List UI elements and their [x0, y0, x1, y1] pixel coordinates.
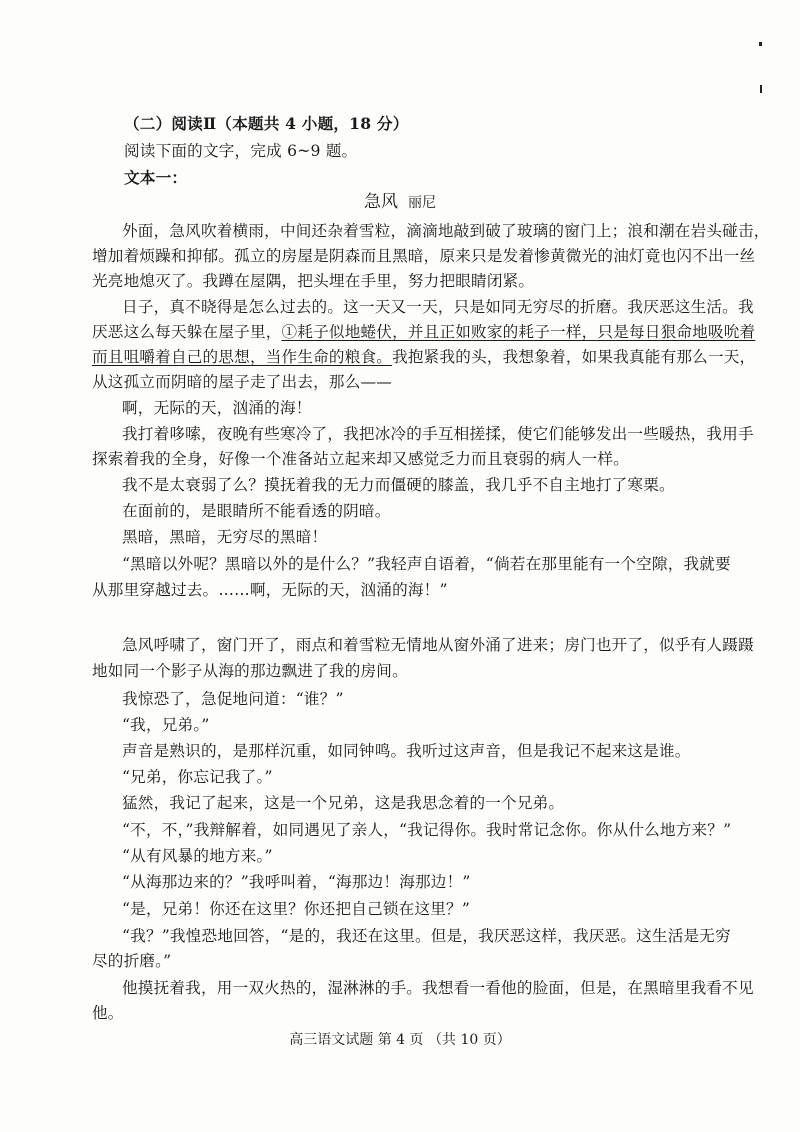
story-line: 声音是熟识的，是那样沉重，如同钟鸣。我听过这声音，但是我记不起来这是谁。 — [122, 742, 691, 760]
story-line: 我惊恐了，急促地问道：“谁？” — [122, 690, 344, 708]
story-line-with-underline — [92, 346, 756, 368]
story-line: “从海那边来的？”我呼叫着，“海那边！海那边！” — [122, 873, 471, 891]
instruction-text: 阅读下面的文字，完成 6~9 题。 — [124, 142, 358, 160]
story-line: 地如同一个影子从海的那边飘进了我的房间。 — [92, 662, 408, 680]
story-line: 增加着烦躁和抑郁。孤立的房屋是阴森而且黑暗，原来只是发着惨黄微光的油灯竟也闪不出一丝 — [92, 247, 756, 265]
story-line: 猛然，我记了起来，这是一个兄弟，这是我思念着的一个兄弟。 — [122, 794, 565, 812]
story-line: 在面前的，是眼睛所不能看透的阴暗。 — [122, 502, 391, 520]
story-line: 从这孤立而阴暗的屋子走了出去，那么—— — [92, 373, 393, 391]
story-title: 急风 — [364, 192, 398, 212]
story-line: 尽的折磨。” — [92, 952, 172, 970]
story-line: 他摸抚着我，用一双火热的，湿淋淋的手。我想看一看他的脸面，但是，在黑暗里我看不见 — [122, 979, 754, 997]
story-line: 啊，无际的天，汹涌的海！ — [122, 399, 312, 417]
story-line: 外面，急风吹着横雨，中间还杂着雪粒，滴滴地敲到破了玻璃的窗门上；浪和潮在岩头碰击， — [122, 222, 770, 240]
underlined-sentence-1-cont: 而且咀嚼着自己的思想，当作生命的粮食。 — [92, 348, 393, 366]
scan-speck — [760, 85, 762, 93]
story-line-tail: 我抱紧我的头，我想象着，如果我真能有那么一天， — [392, 348, 756, 366]
story-line: 从那里穿越过去。……啊，无际的天，汹涌的海！” — [92, 581, 448, 599]
story-line: 我打着哆嗦，夜晚有些寒冷了，我把冰冷的手互相搓揉，使它们能够发出一些暖热，我用手 — [122, 425, 754, 443]
story-line: “我，兄弟。” — [122, 716, 210, 734]
section-heading: （二）阅读Ⅱ（本题共 4 小题，18 分） — [124, 114, 409, 133]
underlined-sentence-1: ①耗子似地蜷伏，并且正如败家的耗子一样，只是每日狠命地吸吮着 — [281, 323, 756, 341]
story-line: “我？”我惶恐地回答，“是的，我还在这里。但是，我厌恶这样，我厌恶。这生活是无穷 — [122, 927, 731, 945]
story-line-with-underline — [92, 321, 756, 343]
story-line: 他。 — [92, 1004, 124, 1022]
text-label: 文本一： — [124, 168, 188, 187]
story-line: “兄弟，你忘记我了。” — [122, 768, 273, 786]
page-footer: 高三语文试题 第 4 页 （共 10 页） — [289, 1032, 511, 1048]
story-line: 急风呼啸了，窗门开了，雨点和着雪粒无情地从窗外涌了进来；房门也开了，似乎有人蹑蹑 — [122, 636, 754, 654]
story-line: “从有风暴的地方来。” — [122, 847, 273, 865]
story-line: 我不是太衰弱了么？摸抚着我的无力而僵硬的膝盖，我几乎不自主地打了寒栗。 — [122, 476, 675, 494]
story-line: 日子，真不晓得是怎么过去的。这一天又一天，只是如同无穷尽的折磨。我厌恶这生活。我 — [122, 298, 754, 316]
story-line: “黑暗以外呢？黑暗以外的是什么？”我轻声自语着，“倘若在那里能有一个空隙，我就要 — [122, 555, 731, 573]
story-line: 探索着我的全身，好像一个准备站立起来却又感觉乏力而且衰弱的病人一样。 — [92, 450, 629, 468]
scan-speck — [759, 42, 762, 46]
story-line: “不，不，”我辩解着，如同遇见了亲人，“我记得你。我时常记念你。你从什么地方来？” — [122, 821, 732, 839]
story-line-lead: 厌恶这么每天躲在屋子里， — [92, 323, 282, 341]
story-title-block — [0, 190, 800, 215]
story-line: 黑暗，黑暗，无穷尽的黑暗！ — [122, 528, 328, 546]
story-author: 丽尼 — [408, 195, 436, 211]
story-line: 光亮地熄灭了。我蹲在屋隅，把头埋在手里，努力把眼睛闭紧。 — [92, 272, 535, 290]
story-line: “是，兄弟！你还在这里？你还把自己锁在这里？” — [122, 900, 471, 918]
